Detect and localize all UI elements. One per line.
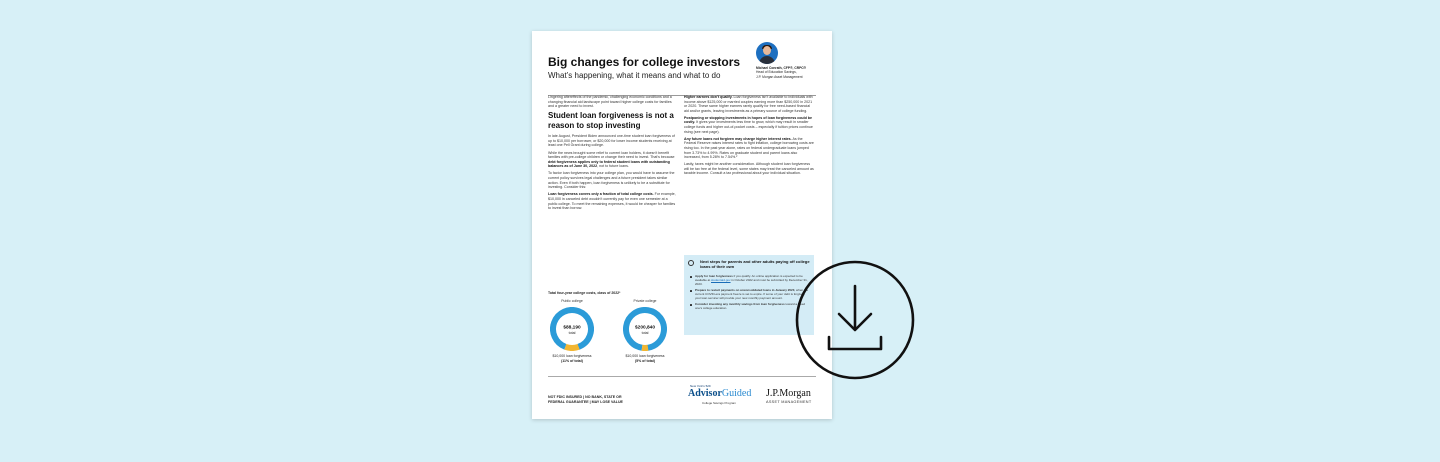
advisor-guided-logo: AdvisorGuided bbox=[688, 388, 752, 399]
author-block bbox=[756, 66, 830, 79]
donut-total-value: $88,190 bbox=[563, 325, 581, 331]
intro-paragraph: Lingering aftereffects of the pandemic, challenging economic conditions and a changing financial aid landscape point toward higher college costs for families and a greater need to invest. bbox=[548, 95, 672, 109]
author-photo bbox=[756, 42, 778, 64]
donut-total-value: $200,840 bbox=[634, 325, 656, 331]
next-steps-list bbox=[690, 275, 810, 313]
paragraph: Lastly, taxes might be another consideration. Although student loan forgiveness will be tax free at the federal level, some states may treat the canceled amount as taxable income. Consult a tax professional about your individual situation. bbox=[684, 162, 814, 176]
document-title: Big changes for college investors bbox=[548, 55, 741, 69]
footer-divider bbox=[548, 376, 816, 377]
chart-title: Total four-year college costs, class of 2022³ bbox=[548, 291, 621, 295]
donut-caption: $10,000 loan forgiveness (11% of total) bbox=[552, 354, 592, 363]
paragraph: Postponing or stopping investments in hopes of loan forgiveness could be costly. It gives your investments less time to grow, which may result in smaller college funds and higher out-of-pocket costs – especially if tuition prices continue rising (see next page). bbox=[684, 115, 813, 134]
donut-caption: $10,000 loan forgiveness (5% of total) bbox=[625, 354, 665, 363]
chart-category-label: Private college bbox=[633, 299, 657, 303]
fdic-disclaimer: NOT FDIC INSURED | NO BANK, STATE OR FEDERAL GUARANTEE | MAY LOSE VALUE bbox=[548, 395, 623, 404]
section-heading: Student loan forgiveness is not a reason to stop investing bbox=[548, 111, 674, 130]
donut-chart bbox=[550, 307, 594, 351]
document-preview[interactable] bbox=[532, 31, 832, 419]
paragraph: Loan forgiveness covers only a fraction of total college costs. For example, $10,000 in canceled debt wouldn’t currently pay for even one semester at a public college. To meet the remaining expenses, it would be cheaper for families to invest than borrow. bbox=[548, 192, 676, 211]
paragraph: In late August, President Biden announced one-time student loan forgiveness of up to $10,000 per borrower, or $20,000 for lower income students receiving at least one Pell Grant during college. bbox=[548, 134, 675, 148]
left-column bbox=[548, 95, 676, 213]
advisor-guided-tagline: New York's 529 bbox=[690, 384, 711, 388]
paragraph: Any future loans not forgiven may charge higher interest rates. As the Federal Reserve raises interest rates to fight inflation, college borrowing costs are rising too. In the past year alone, rates on federal undergraduate loans jumped from 3.73% to 4.99%. Rates on graduate student and parent loans also increased, from 5.28% to 7.54%.² bbox=[684, 136, 814, 160]
list-item: Prepare to restart payments on unconsolidated loans in January 2023, when the current COVID-era payment freeze is set to expire. If some of your debt is forgiven, your loan servicer will provide your new monthly payment amount. bbox=[690, 289, 810, 301]
author-role: Head of Education Savings, bbox=[756, 70, 797, 75]
checklist-icon bbox=[688, 260, 694, 266]
download-icon[interactable] bbox=[794, 259, 916, 381]
donut-chart bbox=[623, 307, 667, 351]
advisor-guided-subtitle: College Savings Program bbox=[702, 401, 737, 405]
list-item: Apply for loan forgiveness if you qualify. An online application is expected to be available at studentaid.gov in October 2022 and must be submitted by December 31, 2023. bbox=[690, 275, 810, 287]
jpmorgan-subtitle: ASSET MANAGEMENT bbox=[766, 400, 812, 404]
right-column bbox=[684, 95, 814, 179]
paragraph: While the news brought some relief to current loan holders, it doesn’t benefit families with pre-college children or change their need to invest. That’s because debt forgiveness applies only to federal student loans with outstanding balances as of June 30, 2022, not to future loans. bbox=[548, 150, 675, 169]
author-company: J.P. Morgan Asset Management bbox=[756, 74, 803, 79]
studentaid-link[interactable]: studentaid.gov bbox=[711, 277, 731, 282]
paragraph: To factor loan forgiveness into your college plan, you would have to assume the current policy survives legal challenges and a future president takes similar action. Even if both happen, loan forgiveness is unlikely to be a substitute for investing. Consider this: bbox=[548, 171, 675, 190]
paragraph: Higher earners don’t qualify. Loan forgiveness isn’t available to individuals with income above $125,000 or married couples earning more than $250,000 in 2021 or 2020. These same higher earners rarely qualify for free need-based financial aid and/or grants, leaving investments as a primary source of college funding. bbox=[684, 95, 813, 113]
donut-total-label: total bbox=[641, 331, 649, 335]
donut-total-label: total bbox=[568, 331, 576, 335]
next-steps-heading: Next steps for parents and other adults paying off college loans of their own bbox=[700, 259, 810, 269]
document-subtitle: What’s happening, what it means and what to do bbox=[548, 71, 721, 80]
author-name: Michael Conrath, CFP®, CRPC® bbox=[756, 66, 807, 70]
chart-category-label: Public college bbox=[561, 299, 583, 303]
jpmorgan-logo: J.P.Morgan bbox=[766, 388, 811, 399]
list-item: Consider investing any monthly savings from loan forgiveness toward a loved one’s college education. bbox=[690, 303, 810, 311]
